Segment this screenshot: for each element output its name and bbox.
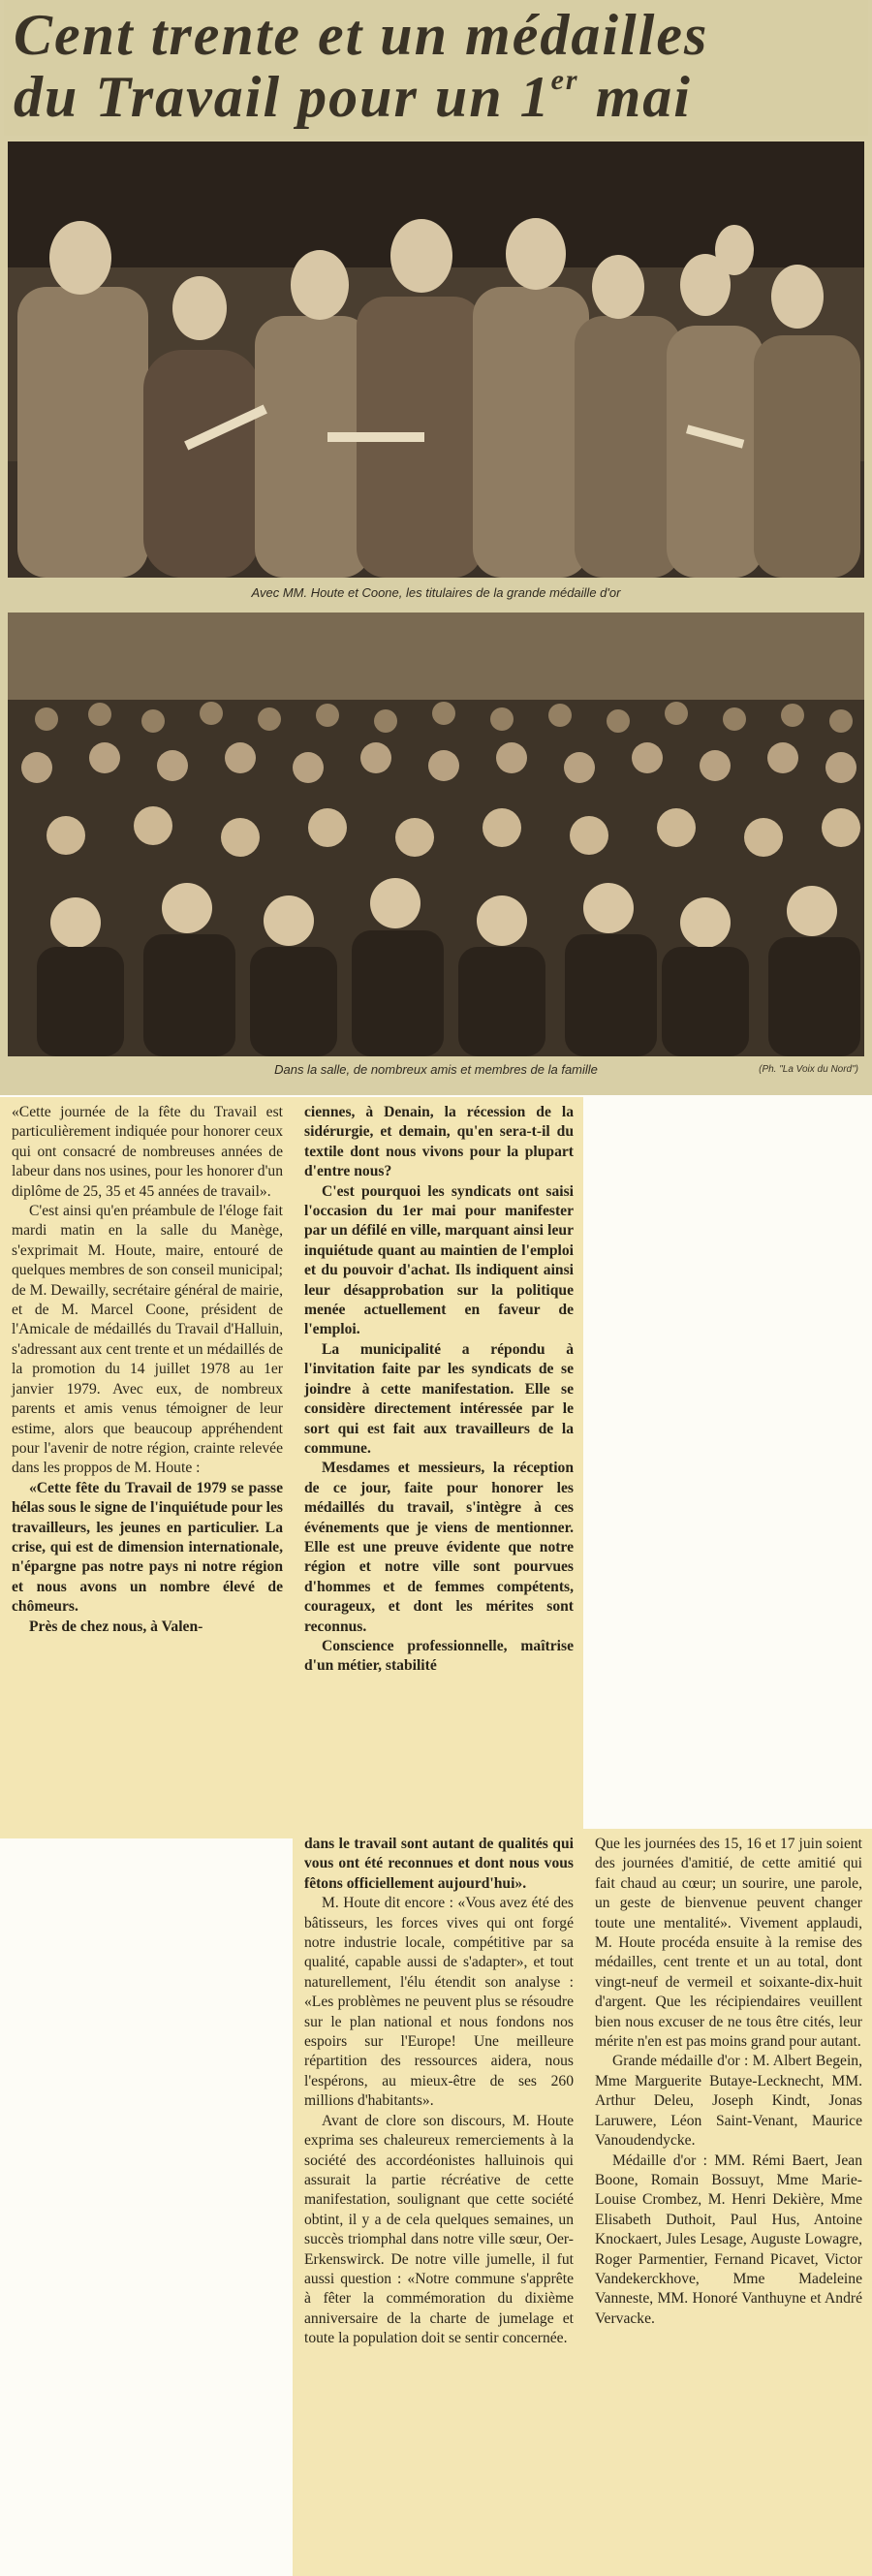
- newspaper-clipping: [0, 0, 872, 1095]
- paragraph: «Cette journée de la fête du Travail est particulièrement indiquée pour honorer ceux qui ont consacré de nombreuses années de labeur dans nos usines, pour les honorer d'un diplôme de 25, 35 et 45 années de travail».: [12, 1104, 283, 1200]
- article-column-4: [583, 1829, 872, 2576]
- article-column-2: [293, 1097, 583, 1829]
- paragraph: [304, 1835, 574, 1894]
- headline-line-1: Cent trente et un médailles: [14, 3, 709, 67]
- photo-caption-2: Dans la salle, de nombreux amis et membres de la famille: [274, 1062, 598, 1077]
- paragraph: [304, 1459, 574, 1637]
- headline: [4, 0, 868, 136]
- paragraph-bold: Conscience professionnelle, maîtrise d'un métier, stabilité: [304, 1637, 574, 1675]
- paragraph: [12, 1479, 283, 1618]
- headline-line-2-text: du Travail pour un 1: [14, 65, 551, 129]
- photo-audience: [8, 613, 864, 1056]
- photo-audience-image: [8, 613, 864, 1056]
- paragraph: C'est ainsi qu'en préambule de l'éloge fait mardi matin en la salle du Manège, s'exprimait M. Houte, maire, entouré de quelques membres de son conseil municipal; de M. Dewailly, secrétaire général de mairie, et de M. Marcel Coone, président de l'Amicale de médaillés du Travail d'Halluin, s'adressant aux cent trente et un médaillés de la promotion du 14 juillet 1978 au 1er janvier 1979. Avec eux, de nombreux parents et amis venus témoigner de leur estime, alors que beaucoup appréhendent pour l'avenir de notre région, crainte relevée dans les proppos de M. Houte :: [12, 1203, 283, 1477]
- paragraph: Avant de clore son discours, M. Houte exprima ses chaleureux remerciements à la société des accordéonistes halluinois qui assurait la partie récréative de cette manifestation, soulignant que cette société obtint, il y a de cela quelques semaines, un succès triomphal dans notre ville sœur, Oer-Erkenswirck. De notre ville jumelle, il fut aussi question : «Notre commune s'apprête à fêter la commémoration du dixième anniversaire de la charte de jumelage et toute la population doit se sentir concernée.: [304, 2112, 574, 2347]
- headline-line-2-end: mai: [578, 65, 692, 129]
- photo-medal-recipients: [8, 141, 864, 578]
- paragraph: [304, 1340, 574, 1459]
- photo-medal-recipients-image: [8, 141, 864, 578]
- article-column-1: [0, 1097, 293, 1838]
- paragraph-bold: «Cette fête du Travail de 1979 se passe hélas sous le signe de l'inquiétude pour les travailleurs, les jeunes en particulier. La crise, qui est de dimension internationale, n'épargne pas notre pays ni notre région et nous avons un nombre élevé de chômeurs.: [12, 1479, 283, 1616]
- paragraph: M. Houte dit encore : «Vous avez été des bâtisseurs, les forces vives qui ont forgé notre industrie locale, compétitive par sa qualité, capable aussi de s'adapter», et tout naturellement, l'élu étendit son analyse : «Les problèmes ne peuvent plus se résoudre sur le plan national et nous fondons nos espoirs sur l'Europe! Une meilleure répartition des ressources aidera, nous l'espérons, au mieux-être de ses 260 millions d'habitants».: [304, 1895, 574, 2110]
- paragraph: [304, 1103, 574, 1182]
- photo-caption-1: Avec MM. Houte et Coone, les titulaires de la grande médaille d'or: [251, 585, 621, 600]
- headline-line-2: [14, 64, 692, 131]
- paragraph-bold: ciennes, à Denain, la récession de la sidérurgie, et demain, qu'en sera-t-il du textile dont nous vivons pour la plupart d'entre nous?: [304, 1104, 574, 1180]
- paragraph-bold: La municipalité a répondu à l'invitation faite par les syndicats de se joindre à cette manifestation. Elle se considère directement intéressée par le sort qui est fait aux travailleurs de la commune.: [304, 1340, 574, 1457]
- photo-credit: (Ph. "La Voix du Nord"): [759, 1064, 858, 1075]
- headline-superscript: er: [550, 64, 579, 96]
- paragraph: [304, 1637, 574, 1677]
- paragraph: [12, 1618, 283, 1637]
- paragraph-bold: Près de chez nous, à Valen-: [29, 1618, 203, 1635]
- paragraph: Que les journées des 15, 16 et 17 juin soient des journées d'amitié, de cette amitié qui fait chaud au cœur; un sourire, une parole, un geste de bienvenue peuvent changer toute une mentalité». Vivement applaudi, M. Houte procéda ensuite à la remise des médailles, cent trente et un au total, dont vingt-neuf de vermeil et soixante-dix-huit d'argent. Que les récipiendaires veuillent bien nous excuser de ne tous être cités, leur mérite n'en est pas moins grand pour autant.: [595, 1836, 862, 2051]
- paragraph-bold: C'est pourquoi les syndicats ont saisi l'occasion du 1er mai pour manifester par un défilé en ville, marquant ainsi leur inquiétude quant au maintien de l'emploi et du pouvoir d'achat. Ils indiquent ainsi leur désapprobation sur la politique menée actuellement en faveur de l'emploi.: [304, 1182, 574, 1338]
- paragraph: Grande médaille d'or : M. Albert Begein, Mme Marguerite Butaye-Lecknecht, MM. Arthur Deleu, Joseph Kindt, Jonas Laruwere, Léon Saint-Venant, Maurice Vanoudendycke.: [595, 2053, 862, 2150]
- paragraph: [304, 1182, 574, 1340]
- article-column-3: [293, 1829, 583, 2576]
- paragraph: Médaille d'or : MM. Rémi Baert, Jean Boone, Romain Bossuyt, Mme Marie-Louise Crombez, M. Henri Dekière, Mme Elisabeth Duthoit, Paul Hus, Antoine Knockaert, Jules Lesage, Auguste Lowagre, Roger Parmentier, Fernand Picavet, Victor Vandekerckhove, Mme Madeleine Vanneste, MM. Honoré Vanthuyne et André Vervacke.: [595, 2152, 862, 2327]
- paragraph-bold: Mesdames et messieurs, la réception de ce jour, faite pour honorer les médaillés du travail, s'intègre à ces événements que je viens de mentionner. Elle est une preuve évidente que notre région et notre ville sont pourvues d'hommes et de femmes compétents, courageux, et dont les mérites sont reconnus.: [304, 1460, 574, 1635]
- paragraph-bold: dans le travail sont autant de qualités qui vous ont été reconnues et dont nous vous fêtons officiellement aujourd'hui».: [304, 1836, 574, 1892]
